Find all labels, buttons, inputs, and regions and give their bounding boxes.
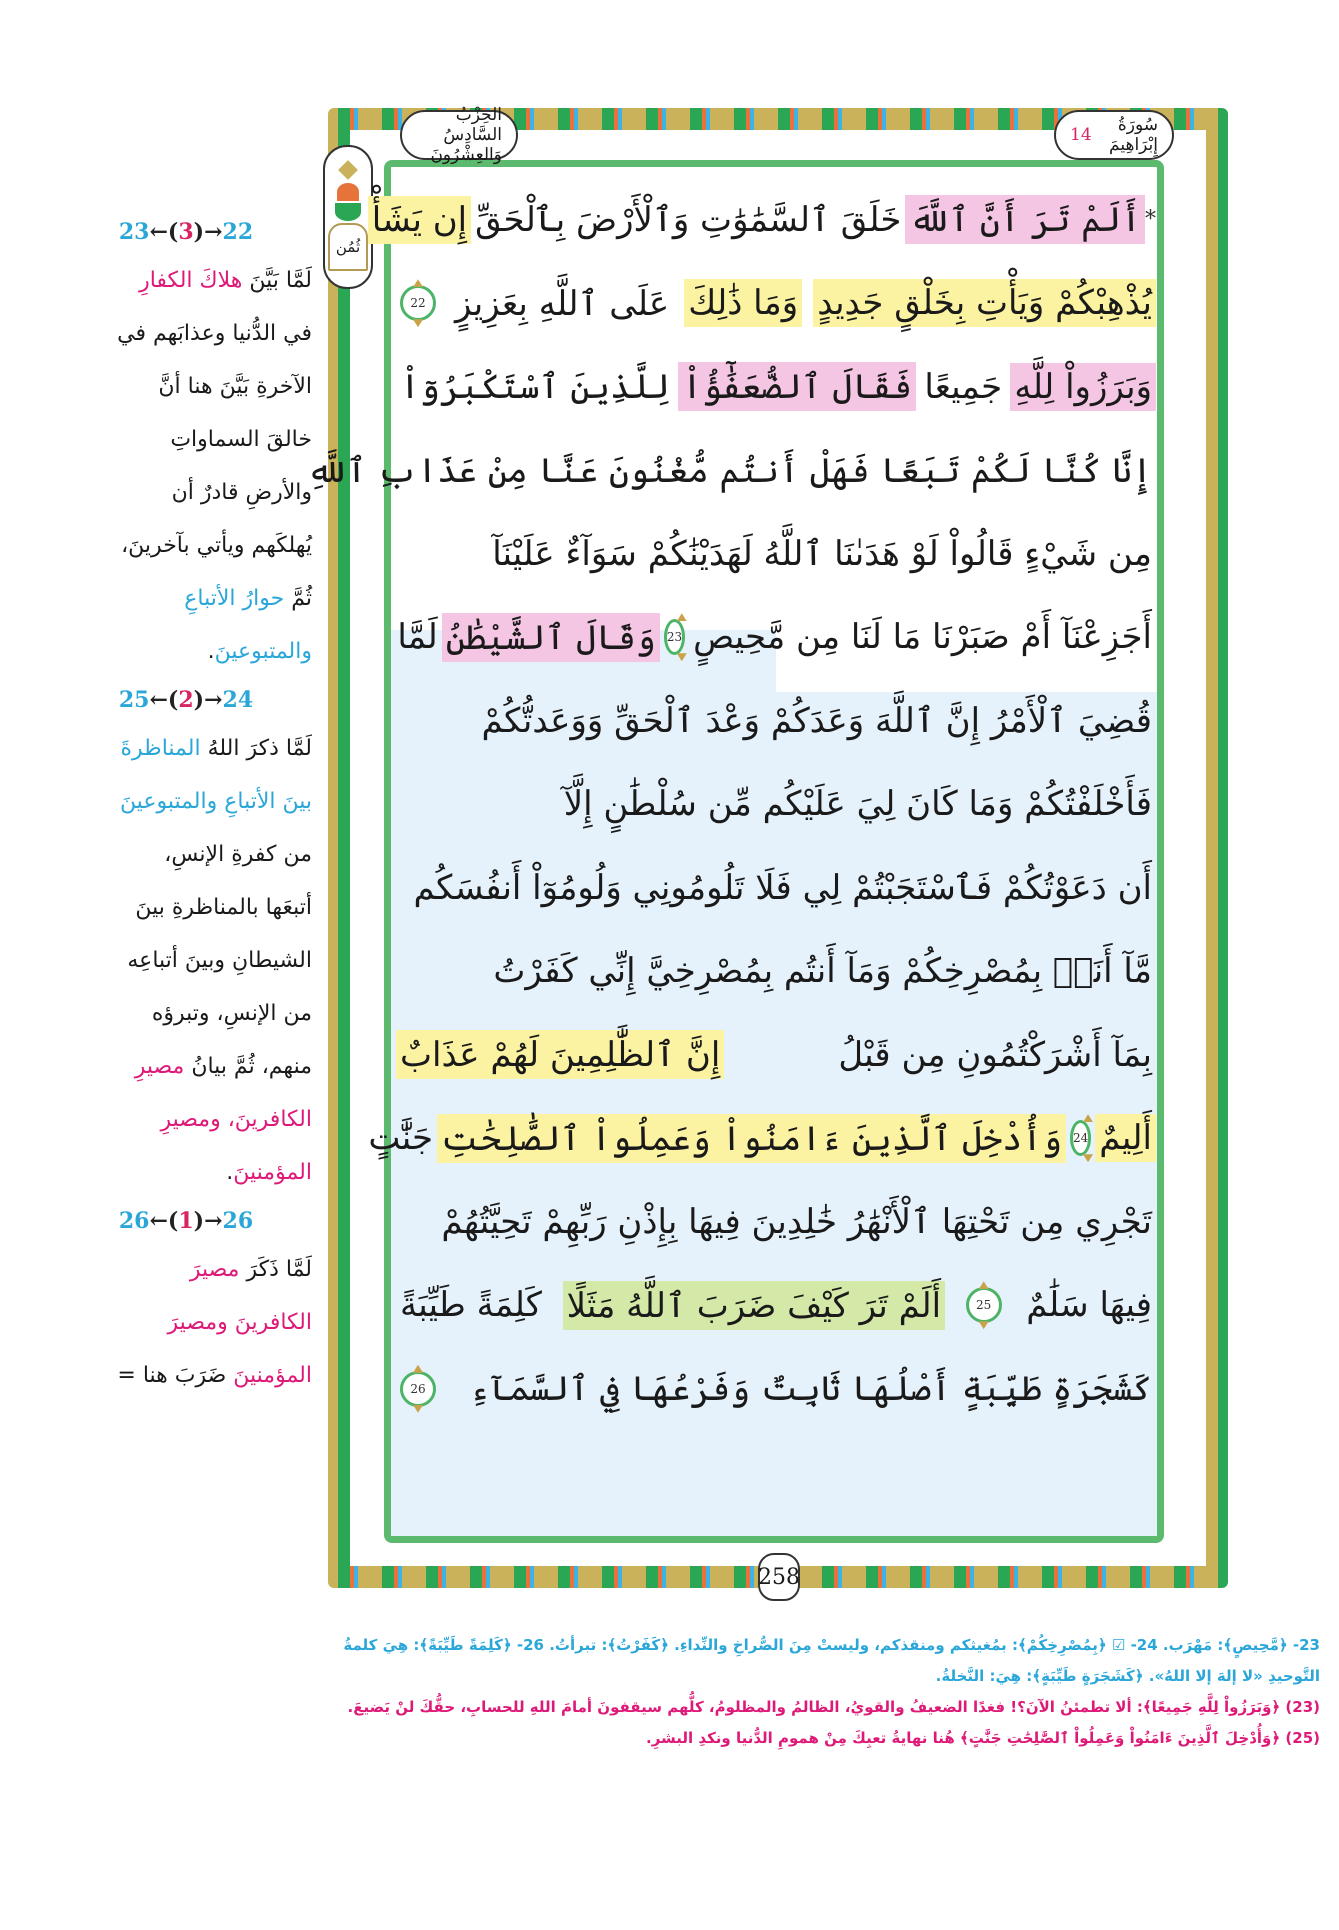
tafsir-line: [60, 1040, 312, 1093]
quran-line: [396, 1264, 1156, 1348]
tafsir-line: [60, 1296, 312, 1349]
highlighted-phrase: إِن يَشَأْ: [368, 196, 471, 244]
verse-text: مِن شَيْءٍ قَالُواْ لَوْ هَدَىٰنَا ٱللَّهُ لَهَدَيْنَٰكُمْ سَوَآءٌ عَلَيْنَآ: [492, 534, 1152, 575]
tafsir-text: من كفرةِ الإنسِ،: [164, 842, 312, 867]
verse-text: لَمَّا: [397, 617, 438, 658]
verse-text: بِمَآ أَشْرَكْتُمُونِ مِن قَبْلُ: [838, 1034, 1152, 1075]
key-phrase: الكافرينَ، ومصيرِ: [160, 1107, 312, 1132]
tafsir-text: في الدُّنيا وعذابَهم في: [117, 321, 312, 346]
hizb-text: الحِزْبُ السَّادِسُ وَالعِشْرُونَ: [430, 105, 502, 165]
range-to: 23: [118, 219, 150, 245]
rub-label: ثُمُن: [328, 223, 368, 271]
quran-line: [396, 345, 1156, 429]
highlighted-phrase: وَقَالَ ٱلشَّيْطَٰنُ: [442, 613, 660, 662]
surah-name: سُورَةُ إِبْرَاهِيمَ: [1109, 115, 1158, 155]
tafsir-text: الآخرةِ بَيَّنَ هنا أنَّ: [158, 374, 312, 399]
quran-line: [396, 596, 1156, 680]
verse-range-header: [60, 1199, 312, 1243]
highlighted-phrase: أَلَمْ تَرَ كَيْفَ ضَرَبَ ٱللَّهُ مَثَلًا: [563, 1281, 946, 1330]
verse-text: تَجْرِي مِن تَحْتِهَا ٱلْأَنْهَٰرُ خَٰلِدِينَ فِيهَا بِإِذْنِ رَبِّهِمْ تَحِيَّتُهُمْ: [441, 1202, 1152, 1243]
highlighted-phrase: إِنَّ ٱلظَّٰلِمِينَ لَهُمْ عَذَابٌ: [396, 1030, 724, 1079]
ayah-number-marker: 23: [664, 619, 685, 655]
tafsir-text: .: [226, 1160, 234, 1185]
verse-text: لِلَّذِينَ ٱسْتَكْبَرُوٓاْ: [400, 367, 670, 408]
tafsir-line: [60, 1146, 312, 1199]
arrow-right-icon: →: [204, 219, 223, 245]
tafsir-text: أتبعَها بالمناظرةِ بينَ: [135, 895, 312, 920]
verse-text: كَلِمَةً طَيِّبَةً: [400, 1285, 542, 1326]
tafsir-text: لَمَّا ذَكَرَ: [239, 1257, 312, 1282]
verse-range-header: [60, 678, 312, 722]
verse-text: فِيهَا سَلَٰمٌ: [1026, 1285, 1152, 1326]
quran-line: [396, 763, 1156, 847]
quran-line: [396, 512, 1156, 596]
key-phrase: بينَ الأتباعِ والمتبوعينَ: [119, 789, 312, 814]
highlighted-phrase: وَأُدْخِلَ ٱلَّذِينَ ءَامَنُواْ وَعَمِلُواْ ٱلصَّٰلِحَٰتِ: [437, 1114, 1066, 1163]
tafsir-line: [60, 413, 312, 466]
quran-line: [396, 679, 1156, 763]
reflection-line: (23) ﴿وَبَرَزُواْ لِلَّهِ جَمِيعًا﴾: ألا تطمئنُ الآنَ؟! فغدًا الضعيفُ والقويُ، الظالمُ والمظلومُ، كلُّهم سيقفونَ أمامَ اللهِ للحسابِ، حقُّكَ لنْ يَضيعَ.: [347, 1698, 1320, 1716]
ornament-icon: [338, 160, 358, 180]
quran-line: [396, 1180, 1156, 1264]
ayah-number-marker: 22: [400, 285, 436, 321]
highlighted-phrase: أَلِيمٌ: [1095, 1114, 1156, 1162]
range-to: 26: [118, 1208, 150, 1234]
tafsir-line: [60, 722, 312, 775]
key-phrase: مصيرِ: [134, 1054, 185, 1079]
rub-marker: [323, 145, 373, 289]
key-phrase: مصيرَ: [189, 1257, 240, 1282]
tafsir-line: [60, 572, 312, 625]
key-phrase: والمتبوعينَ: [214, 639, 312, 664]
quran-line: [368, 1097, 1156, 1181]
tafsir-text: والأرضِ قادرٌ أن: [171, 480, 312, 505]
verse-text: خَلَقَ ٱلسَّمَٰوَٰتِ وَٱلْأَرْضَ بِٱلْحَقِّ: [475, 200, 902, 241]
tafsir-line: [60, 519, 312, 572]
hizb-label: [400, 105, 518, 165]
paren: ): [193, 1208, 205, 1234]
verse-range-header: [60, 210, 312, 254]
tafsir-line: [60, 1243, 312, 1296]
quran-line: [396, 1013, 1156, 1097]
quran-line: [371, 178, 1156, 262]
range-to: 25: [118, 687, 150, 713]
highlighted-phrase: يُذْهِبْكُمْ وَيَأْتِ بِخَلْقٍ جَدِيدٍ: [813, 279, 1156, 327]
footnotes: [200, 1630, 1320, 1754]
surah-label: [1054, 110, 1174, 160]
tafsir-line: [60, 360, 312, 413]
vocab-line: 23- ﴿مَّحِيصٍ﴾: مَهْرَب. 24- ☑ ﴿بِمُصْرِخِكُمْ﴾: بمُغيثكم ومنقذكم، وليستْ مِنَ الصُّراخِ والنِّداءِ. ﴿كَفَرْتُ﴾: تبرأتُ. 26- ﴿كَلِمَةً طَيِّبَةً﴾: هِيَ كلمةُ: [343, 1636, 1320, 1654]
verse-text: مَّآ أَنَا۠ بِمُصْرِخِكُمْ وَمَآ أَنتُم بِمُصْرِخِيَّ إِنِّي كَفَرْتُ: [493, 951, 1152, 992]
quran-line: [306, 429, 1156, 513]
range-count: 3: [178, 219, 194, 245]
arrow-left-icon: ←: [149, 1208, 168, 1234]
tafsir-text: من الإنسِ، وتبرؤه: [151, 1001, 312, 1026]
tafsir-text: منهم، ثُمَّ بيانُ: [184, 1054, 312, 1079]
tafsir-line: [60, 881, 312, 934]
range-from: 26: [222, 1208, 254, 1234]
verse-text: أَن دَعَوْتُكُمْ فَٱسْتَجَبْتُمْ لِي فَلَا تَلُومُونِي وَلُومُوٓاْ أَنفُسَكُم: [413, 868, 1152, 909]
verse-text: أَجَزِعْنَآ أَمْ صَبَرْنَا مَا لَنَا مِن مَّحِيصٍ: [693, 617, 1152, 658]
arrow-right-icon: →: [204, 687, 223, 713]
quran-line: [396, 846, 1156, 930]
tafsir-text: .: [207, 639, 215, 664]
arrow-left-icon: ←: [149, 219, 168, 245]
reflection-line: (25) ﴿وَأُدْخِلَ ٱلَّذِينَ ءَامَنُواْ وَعَمِلُواْ ٱلصَّٰلِحَٰتِ جَنَّٰتٍ﴾ هُنا نهايةُ تعبِكَ مِنْ همومِ الدُّنيا ونكدِ البشرِ.: [646, 1729, 1320, 1747]
paren: ): [193, 687, 205, 713]
star-icon: *: [1145, 207, 1156, 233]
paren: (: [167, 1208, 179, 1234]
paren: ): [193, 219, 205, 245]
quran-line: [396, 930, 1156, 1014]
ayah-number-marker: 25: [966, 1287, 1002, 1323]
verse-text: عَلَى ٱللَّهِ بِعَزِيزٍ: [455, 283, 670, 324]
tafsir-line: [60, 1349, 312, 1402]
vocab-line: التَّوحيدِ «لا إلهَ إلا اللهُ». ﴿كَشَجَرَةٍ طَيِّبَةٍ﴾: هِيَ: النَّخلةُ.: [935, 1667, 1320, 1685]
tafsir-text: الشيطانِ وبينَ أتباعِه: [127, 948, 312, 973]
quran-line: [396, 1347, 1156, 1431]
page-number: 258: [758, 1553, 800, 1601]
tafsir-line: [60, 1093, 312, 1146]
tafsir-line: [60, 625, 312, 678]
tafsir-text: خالقَ السماواتِ: [170, 427, 312, 452]
tafsir-line: [60, 466, 312, 519]
tafsir-line: [60, 775, 312, 828]
tafsir-text: لَمَّا بَيَّنَ: [242, 268, 312, 293]
tafsir-text: ثُمَّ: [284, 586, 312, 611]
tafsir-text: ضَرَبَ هنا =: [117, 1363, 234, 1388]
tafsir-line: [60, 828, 312, 881]
surah-number: 14: [1070, 125, 1092, 145]
tafsir-text: لَمَّا ذكرَ اللهُ: [200, 736, 312, 761]
key-phrase: الكافرينَ ومصيرَ: [167, 1310, 312, 1335]
arrow-left-icon: ←: [149, 687, 168, 713]
range-from: 24: [222, 687, 254, 713]
paren: (: [167, 687, 179, 713]
verse-text: جَمِيعًا: [924, 366, 1003, 407]
tafsir-line: [60, 307, 312, 360]
ayah-number-marker: 26: [400, 1371, 436, 1407]
verse-text: كَشَجَرَةٍ طَيِّبَةٍ أَصْلُهَا ثَابِتٌ وَفَرْعُهَا فِي ٱلسَّمَآءِ: [469, 1369, 1152, 1410]
range-count: 1: [178, 1208, 194, 1234]
range-count: 2: [178, 687, 194, 713]
highlighted-phrase: وَمَا ذَٰلِكَ: [684, 279, 802, 327]
tafsir-sidebar: [60, 210, 312, 1402]
key-phrase: المناظرةَ: [120, 736, 201, 761]
key-phrase: المؤمنينَ: [233, 1160, 312, 1185]
paren: (: [167, 219, 179, 245]
verse-text: إِنَّا كُنَّا لَكُمْ تَبَعًا فَهَلْ أَنتُم مُّغْنُونَ عَنَّا مِنْ عَذَابِ ٱللَّهِ: [306, 450, 1152, 491]
ornament-icon: [335, 203, 361, 221]
verse-text: جَنَّٰتٍ: [368, 1118, 434, 1159]
verse-text: قُضِيَ ٱلْأَمْرُ إِنَّ ٱللَّهَ وَعَدَكُمْ وَعْدَ ٱلْحَقِّ وَوَعَدتُّكُمْ: [481, 701, 1152, 742]
highlighted-phrase: وَبَرَزُواْ لِلَّهِ: [1010, 363, 1156, 411]
tafsir-text: يُهلكَهم ويأتي بآخرينَ،: [121, 533, 312, 558]
key-phrase: المؤمنينَ: [233, 1363, 312, 1388]
ornament-icon: [337, 183, 359, 201]
highlighted-phrase: أَلَمْ تَرَ أَنَّ ٱللَّهَ: [905, 195, 1145, 244]
ayah-number-marker: 24: [1070, 1120, 1091, 1156]
key-phrase: حوارُ الأتباعِ: [184, 586, 285, 611]
range-from: 22: [222, 219, 254, 245]
tafsir-line: [60, 934, 312, 987]
tafsir-line: [60, 987, 312, 1040]
tafsir-line: [60, 254, 312, 307]
quran-line: [396, 262, 1156, 346]
key-phrase: هلاكَ الكفارِ: [139, 268, 243, 293]
arrow-right-icon: →: [204, 1208, 223, 1234]
highlighted-phrase: فَقَالَ ٱلضُّعَفَٰٓؤُاْ: [678, 362, 916, 411]
verse-text: فَأَخْلَفْتُكُمْ وَمَا كَانَ لِيَ عَلَيْكُم مِّن سُلْطَٰنٍ إِلَّآ: [563, 784, 1152, 825]
